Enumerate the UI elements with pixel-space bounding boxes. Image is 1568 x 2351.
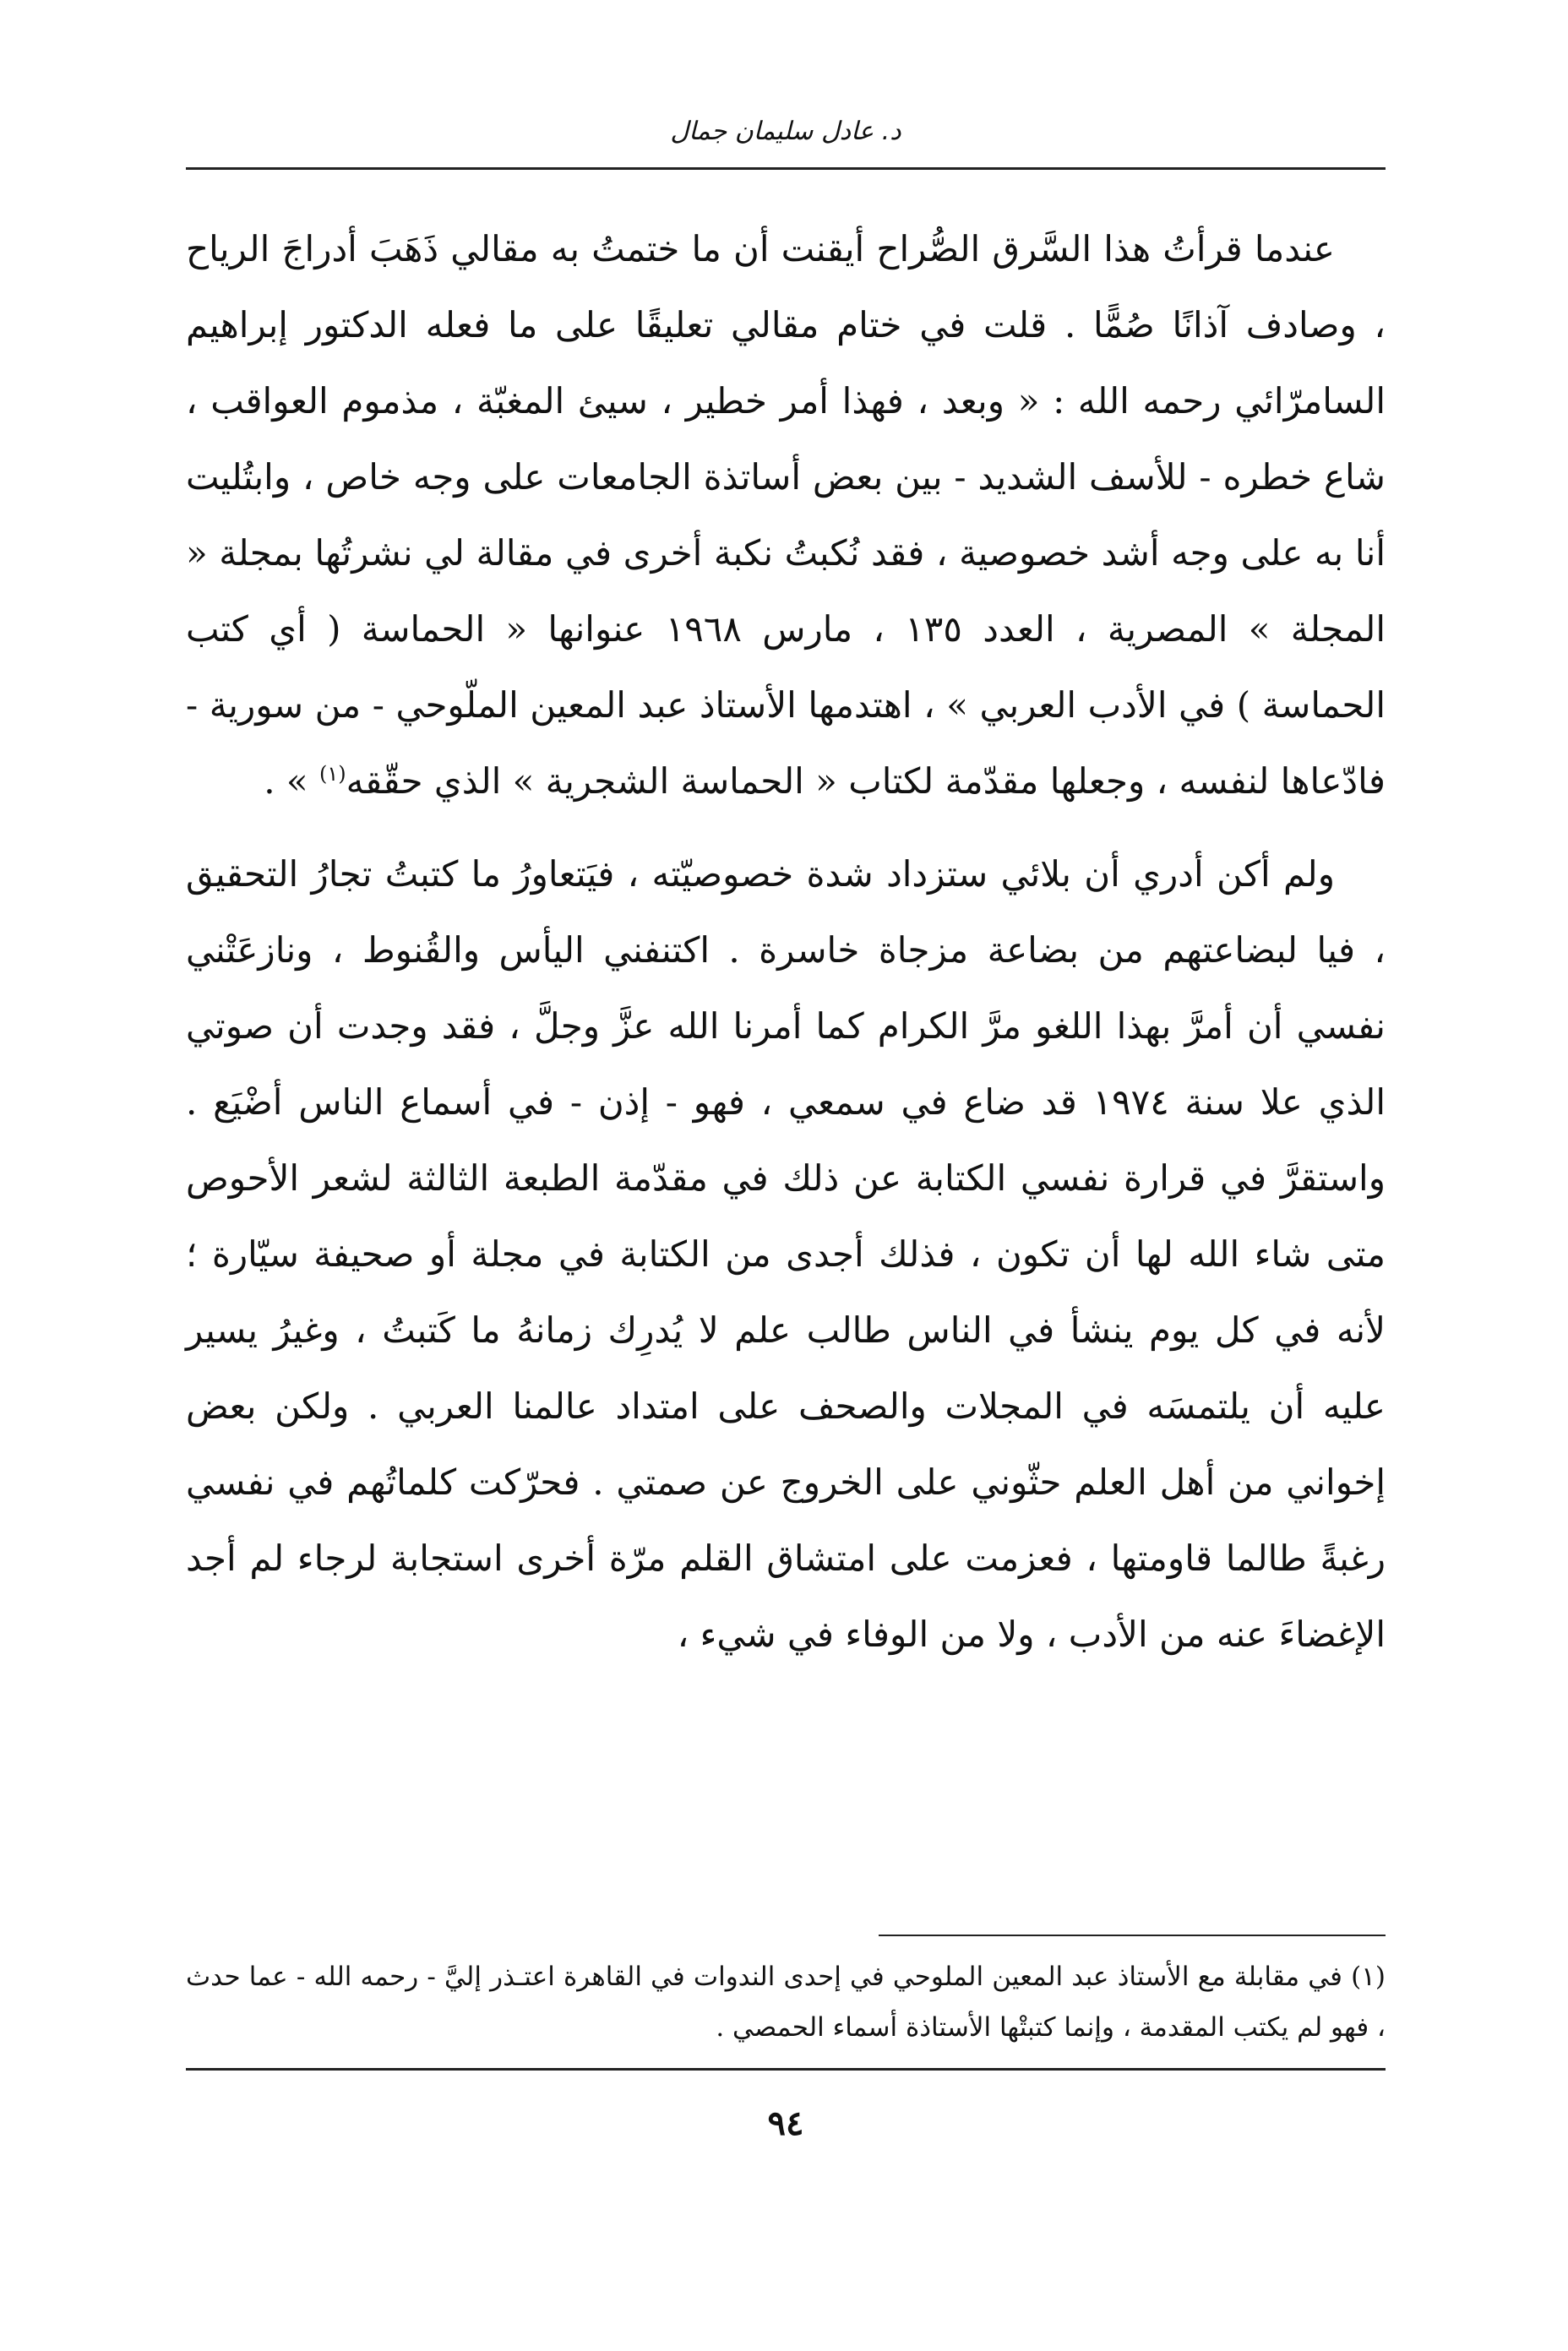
footnote-1: (١) في مقابلة مع الأستاذ عبد المعين الملوحي في إحدى الندوات في القاهرة اعتـذر إليَّ - رحمه الله - عما حدث ، فهو لم يكتب المقدمة ، وإنما كتبتْها الأستاذة أسماء الحمصي .	[186, 1962, 1386, 2043]
footer-rule	[186, 2068, 1386, 2071]
main-text	[186, 211, 1386, 1673]
paragraph-1-text: عندما قرأتُ هذا السَّرق الصُّراح أيقنت أن ما ختمتُ به مقالي ذَهَبَ أدراجَ الرياح ، وصادف آذانًا صُمًّا . قلت في ختام مقالي تعليقًا على ما فعله الدكتور إبراهيم السامرّائي رحمه الله : « وبعد ، فهذا أمر خطير ، سيئ المغبّة ، مذموم العواقب ، شاع خطره - للأسف الشديد - بين بعض أساتذة الجامعات على وجه خاص ، وابتُليت أنا به على وجه أشد خصوصية ، فقد نُكبتُ نكبة أخرى في مقالة لي نشرتُها بمجلة « المجلة » المصرية ، العدد ١٣٥ ، مارس ١٩٦٨ عنوانها « الحماسة ( أي كتب الحماسة ) في الأدب العربي » ، اهتدمها الأستاذ عبد المعين الملّوحي - من سورية - فادّعاها لنفسه ، وجعلها مقدّمة لكتاب « الحماسة الشجرية » الذي حقّقه	[186, 228, 1386, 802]
footnotes	[186, 1951, 1386, 2053]
footnote-divider	[879, 1935, 1386, 1936]
paragraph-1-end: » .	[264, 760, 319, 802]
header-rule	[186, 167, 1386, 170]
page-number: ٩٤	[767, 2103, 804, 2143]
paragraph-2-text: ولم أكن أدري أن بلائي ستزداد شدة خصوصيّته ، فيَتعاورُ ما كتبتُ تجارُ التحقيق ، فيا لبضاعتهم من بضاعة مزجاة خاسرة . اكتنفني اليأس والقُنوط ، ونازعَتْني نفسي أن أمرَّ بهذا اللغو مرَّ الكرام كما أمرنا الله عزَّ وجلَّ ، فقد وجدت أن صوتي الذي علا سنة ١٩٧٤ قد ضاع في سمعي ، فهو - إذن - في أسماع الناس أضْيَع . واستقرَّ في قرارة نفسي الكتابة عن ذلك في مقدّمة الطبعة الثالثة لشعر الأحوص متى شاء الله لها أن تكون ، فذلك أجدى من الكتابة في مجلة أو صحيفة سيّارة ؛ لأنه في كل يوم ينشأ في الناس طالب علم لا يُدرِك زمانهُ ما كَتبتُ ، وغيرُ يسير عليه أن يلتمسَه في المجلات والصحف على امتداد عالمنا العربي . ولكن بعض إخواني من أهل العلم حثّوني على الخروج عن صمتي . فحرّكت كلماتُهم في نفسي رغبةً طالما قاومتها ، فعزمت على امتشاق القلم مرّة أخرى استجابة لرجاء لم أجد الإغضاءَ عنه من الأدب ، ولا من الوفاء في شيء ،	[186, 853, 1386, 1655]
paragraph	[186, 211, 1386, 819]
running-head: د. عادل سليمان جمال	[670, 117, 901, 146]
paragraph	[186, 836, 1386, 1673]
footnote-reference: (١)	[318, 762, 346, 786]
